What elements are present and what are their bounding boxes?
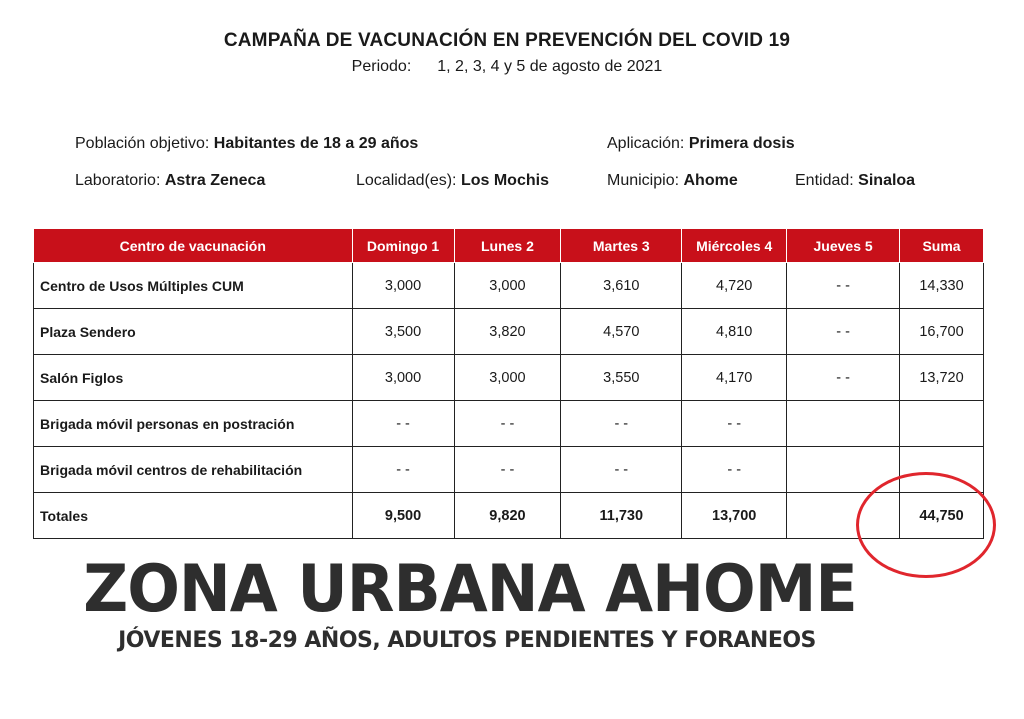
locality-value: Los Mochis <box>460 172 549 189</box>
state <box>795 172 915 190</box>
table-cell: 3,500 <box>352 309 454 355</box>
center-name: Brigada móvil centros de rehabilitación <box>34 447 353 493</box>
banner-subline: JÓVENES 18-29 AÑOS, ADULTOS PENDIENTES Y FORANEOS <box>118 628 816 653</box>
table-row <box>34 355 984 401</box>
totals-label: Totales <box>34 493 353 539</box>
period-label: Periodo: <box>351 58 412 75</box>
table-cell: - - <box>682 401 787 447</box>
column-header: Suma <box>900 229 984 263</box>
table-cell: 16,700 <box>900 309 984 355</box>
dose-application-label: Aplicación: <box>607 135 685 152</box>
center-name: Plaza Sendero <box>34 309 353 355</box>
table-cell <box>787 401 900 447</box>
totals-row <box>34 493 984 539</box>
vaccination-table <box>33 228 984 539</box>
locality-label: Localidad(es): <box>356 172 457 189</box>
table-cell: 3,000 <box>352 355 454 401</box>
table-cell: - - <box>682 447 787 493</box>
center-name: Brigada móvil personas en postración <box>34 401 353 447</box>
column-header: Miércoles 4 <box>682 229 787 263</box>
banner-headline: ZONA URBANA AHOME <box>83 550 857 627</box>
table-cell: 3,550 <box>561 355 682 401</box>
table-row <box>34 447 984 493</box>
center-name: Centro de Usos Múltiples CUM <box>34 263 353 309</box>
table-cell: 3,820 <box>454 309 561 355</box>
table-cell: 3,000 <box>454 355 561 401</box>
table-cell: 4,170 <box>682 355 787 401</box>
grand-total-cell: 44,750 <box>900 493 984 539</box>
laboratory <box>75 172 265 190</box>
laboratory-value: Astra Zeneca <box>164 172 266 189</box>
table-cell: 13,720 <box>900 355 984 401</box>
column-header: Jueves 5 <box>787 229 900 263</box>
column-header: Martes 3 <box>561 229 682 263</box>
table-cell: - - <box>561 401 682 447</box>
table-cell: 4,810 <box>682 309 787 355</box>
table-cell: 3,000 <box>352 263 454 309</box>
column-header: Centro de vacunación <box>34 229 353 263</box>
dose-application-value: Primera dosis <box>688 135 795 152</box>
table-cell: 14,330 <box>900 263 984 309</box>
table-row <box>34 309 984 355</box>
municipality <box>607 172 738 190</box>
column-header: Domingo 1 <box>352 229 454 263</box>
table-cell: - - <box>454 401 561 447</box>
dose-application <box>607 135 795 153</box>
table-cell: - - <box>561 447 682 493</box>
table-cell: - - <box>352 447 454 493</box>
table-cell: - - <box>787 263 900 309</box>
total-cell: 13,700 <box>682 493 787 539</box>
target-population-label: Población objetivo: <box>75 135 210 152</box>
document-title: CAMPAÑA DE VACUNACIÓN EN PREVENCIÓN DEL COVID 19 <box>223 30 791 51</box>
table-row <box>34 401 984 447</box>
period-line <box>0 58 1014 76</box>
municipality-label: Municipio: <box>607 172 680 189</box>
locality <box>356 172 549 190</box>
municipality-value: Ahome <box>683 172 738 189</box>
table-cell <box>900 401 984 447</box>
total-cell: 11,730 <box>561 493 682 539</box>
total-cell: 9,500 <box>352 493 454 539</box>
total-cell: 9,820 <box>454 493 561 539</box>
target-population-value: Habitantes de 18 a 29 años <box>213 135 419 152</box>
table-cell: - - <box>352 401 454 447</box>
table-cell: - - <box>787 355 900 401</box>
state-label: Entidad: <box>795 172 854 189</box>
table-cell: - - <box>787 309 900 355</box>
table-cell: 4,570 <box>561 309 682 355</box>
table-row <box>34 263 984 309</box>
target-population <box>75 135 418 153</box>
center-name: Salón Figlos <box>34 355 353 401</box>
state-value: Sinaloa <box>858 172 916 189</box>
table-cell: 3,610 <box>561 263 682 309</box>
table-cell: 3,000 <box>454 263 561 309</box>
table-cell: - - <box>454 447 561 493</box>
table-cell: 4,720 <box>682 263 787 309</box>
column-header: Lunes 2 <box>454 229 561 263</box>
period-value: 1, 2, 3, 4 y 5 de agosto de 2021 <box>437 58 663 75</box>
laboratory-label: Laboratorio: <box>75 172 161 189</box>
table-header-row <box>34 229 984 263</box>
